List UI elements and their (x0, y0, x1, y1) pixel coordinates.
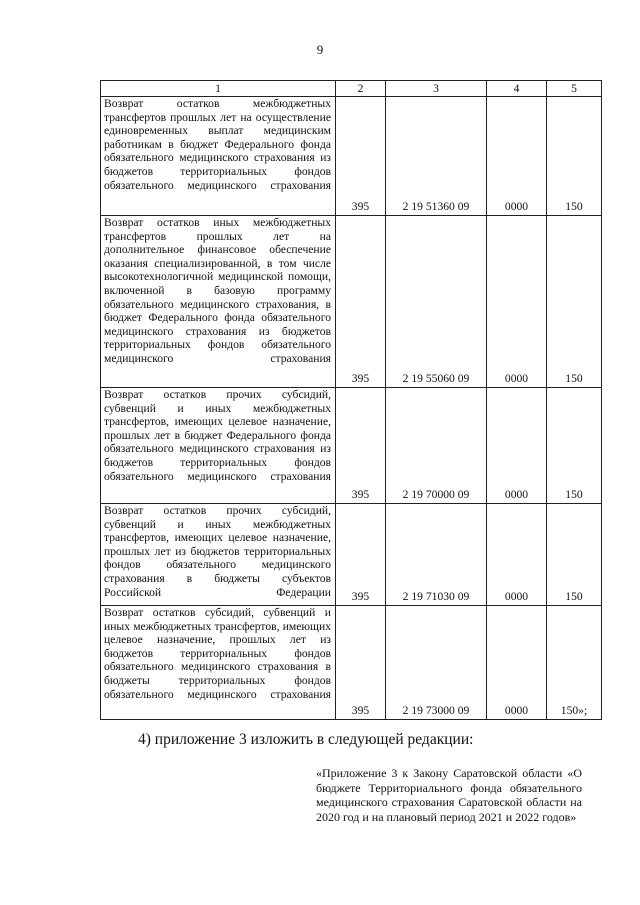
table-row (101, 504, 602, 606)
table-row (101, 388, 602, 504)
table-row (101, 216, 602, 388)
page-number: 9 (316, 42, 324, 57)
row-classifier: 150 (547, 97, 602, 216)
row-classifier: 150 (547, 216, 602, 388)
row-classifier: 150»; (547, 606, 602, 720)
table-header-row (101, 81, 602, 97)
row-description: Возврат остатков межбюджетных трансфертов прошлых лет на осуществление единовременных выплат медицинским работникам в бюджет Федерального фонда обязательного медицинского страхования из бюджетов территориальных фондов обязательного медицинского страхования (101, 97, 336, 216)
row-subcode: 0000 (487, 606, 547, 720)
row-kbk-code: 2 19 70000 09 (386, 388, 487, 504)
budget-codes-table (100, 80, 602, 720)
row-admin-code: 395 (336, 606, 386, 720)
row-subcode: 0000 (487, 388, 547, 504)
row-kbk-code: 2 19 51360 09 (386, 97, 487, 216)
row-kbk-code: 2 19 55060 09 (386, 216, 487, 388)
row-description: Возврат остатков субсидий, субвенций и иных межбюджетных трансфертов, имеющих целевое назначение, прошлых лет из бюджетов территориальных фондов обязательного медицинского страхования в бюджеты территориальных фондов обязательного медицинского страхования (101, 606, 336, 720)
row-admin-code: 395 (336, 97, 386, 216)
col-header-2: 2 (336, 81, 386, 97)
row-subcode: 0000 (487, 97, 547, 216)
annex-header: «Приложение 3 к Закону Саратовской области «О бюджете Территориального фонда обязательного медицинского страхования Саратовской области на 2020 год и на плановый период 2021 и 2022 годов» (316, 766, 582, 824)
table-row (101, 97, 602, 216)
table-row (101, 606, 602, 720)
col-header-5: 5 (547, 81, 602, 97)
row-subcode: 0000 (487, 216, 547, 388)
col-header-1: 1 (101, 81, 336, 97)
row-admin-code: 395 (336, 388, 386, 504)
amendment-paragraph: 4) приложение 3 изложить в следующей редакции: (138, 731, 474, 748)
col-header-3: 3 (386, 81, 487, 97)
row-description: Возврат остатков иных межбюджетных трансфертов прошлых лет на дополнительное финансовое обеспечение оказания специализированной, в том числе высокотехнологичной медицинской помощи, включенной в базовую программу обязательного медицинского страхования, в бюджет Федерального фонда обязательного медицинского страхования из бюджетов территориальных фондов обязательного медицинского страхования (101, 216, 336, 388)
row-subcode: 0000 (487, 504, 547, 606)
row-classifier: 150 (547, 388, 602, 504)
row-kbk-code: 2 19 73000 09 (386, 606, 487, 720)
row-description: Возврат остатков прочих субсидий, субвенций и иных межбюджетных трансфертов, имеющих целевое назначение, прошлых лет из бюджетов территориальных фондов обязательного медицинского страхования в бюджеты субъектов Российской Федерации (101, 504, 336, 606)
row-admin-code: 395 (336, 504, 386, 606)
row-kbk-code: 2 19 71030 09 (386, 504, 487, 606)
row-description: Возврат остатков прочих субсидий, субвенций и иных межбюджетных трансфертов, имеющих целевое назначение, прошлых лет в бюджет Федерального фонда обязательного медицинского страхования из бюджетов территориальных фондов обязательного медицинского страхования (101, 388, 336, 504)
row-classifier: 150 (547, 504, 602, 606)
col-header-4: 4 (487, 81, 547, 97)
row-admin-code: 395 (336, 216, 386, 388)
